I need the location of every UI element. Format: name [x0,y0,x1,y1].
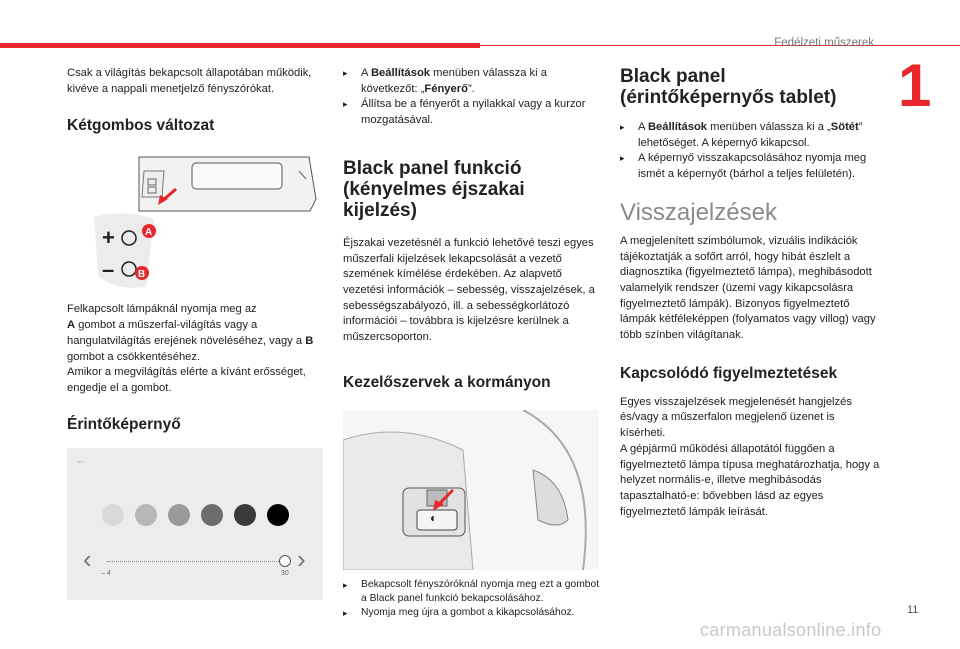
heading-black-panel: Black panel funkció (kényelmes éjszakai kijelzés) [343,157,525,221]
column-2 [343,66,603,620]
bullet-text: A Beállítások menüben válassza ki a következőt: „Fényerő”. [361,67,547,95]
swatch-5[interactable] [234,504,256,526]
bullet-bekapcsolas [343,578,603,606]
kapcsolodo-text-1: Egyes visszajelzések megjelenését hangjelzés és/vagy a műszerfalon megjelenő üzenet is kísérheti. [620,395,852,440]
page-number: 11 [907,604,919,616]
instr-part-3: gombot a csökkentéséhez. [67,350,201,363]
minus-symbol: – [102,257,115,283]
bullet-text: Bekapcsolt fényszóróknál nyomja meg ezt a gombot a Black panel funkció bekapcsolásához. [361,578,600,604]
bullet-text: Nyomja meg újra a gombot a kikapcsolásához. [361,606,575,618]
swatch-6[interactable] [267,504,289,526]
instr-a: A [67,319,76,332]
slider-left-arrow-icon[interactable]: ‹ [83,543,92,574]
release-text: Amikor a megvilágítás elérte a kívánt erősséget, engedje el a gombot. [67,366,306,394]
bullet-sotet [620,120,882,151]
slider-min-label: – 4 [101,569,111,577]
swatch-4[interactable] [201,504,223,526]
swatch-1[interactable] [102,504,124,526]
instr-part-1: Felkapcsolt lámpáknál nyomja meg az [67,303,257,316]
column-3 [620,66,882,520]
visszajelzesek-text: A megjelenített szimbólumok, vizuális indikációk tájékoztatják a sofőrt arról, hogy hibát észlelt a diagnosztika (figyelmeztető lámpa), meghibásodott valamelyik rendszer (üzemi vagy kikapcsolásra figyelmeztető lámpák). Bizonyos figyelmeztető lámpák kétféleképpen (folyamatos vagy villog) vagy több színben világítanak. [620,234,876,342]
instr-part-2: gombot a műszerfal-világítás vagy a hangulatvilágítás erejének növeléséhez, vagy a [67,319,306,347]
watermark: carmanualsonline.info [700,620,882,640]
header-rule [480,45,960,46]
label-a: A [145,227,153,239]
label-b: B [138,269,146,281]
heading-visszajelzesek: Visszajelzések [620,198,777,226]
plus-symbol: + [102,225,115,251]
bullet-kikapcsolas [343,606,603,620]
touchscreen-figure [67,448,323,600]
steering-illustration [343,410,599,570]
bullet-beallitasok [343,66,603,97]
bullet-icon: ▸ [343,607,348,618]
column-1 [67,66,327,600]
heading-ketgombos: Kétgombos változat [67,117,215,135]
heading-kapcsolodo: Kapcsolódó figyelmeztetések [620,364,838,382]
slider-max-label: 30 [281,569,289,577]
steering-controls-figure [343,410,599,570]
black-panel-text: Éjszakai vezetésnél a funkció lehetővé teszi egyes műszerfali kijelzések lekapcsolását a vezető szemének kímélése érdekében. Az alapvető vezetési információk – sebesség, visszajelzések, a sebességszabályozó, ill. a sebességkorlátozó információi – továbbra is kijelzésre kerülnek a műszercsoporton. [343,236,595,344]
slider-right-arrow-icon[interactable]: › [297,543,306,574]
bullet-visszakapcsolas [620,151,882,182]
bullet-icon: ▸ [620,122,625,132]
brightness-swatches [102,504,289,526]
heading-black-panel-tablet: Black panel (érintőképernyős tablet) [620,66,837,108]
figure-two-buttons [84,149,324,294]
swatch-3[interactable] [168,504,190,526]
bullet-text: Állítsa be a fényerőt a nyilakkal vagy a kurzor mozgatásával. [361,98,586,127]
chapter-number: 1 [898,52,932,119]
header-accent-bar [0,43,480,48]
bullet-icon: ▸ [343,579,348,590]
kapcsolodo-text-2: A gépjármű működési állapotától függően a figyelmeztető lámpa típusa meghatározhatja, hogy a helyzet normális-e, illetve meghibásodás tapasztalható-e: bővebben lásd az egyes figyelmeztető lámpák leírását. [620,442,880,518]
back-arrow-icon: ← [75,451,88,467]
heading-kezeloszervek: Kezelőszervek a kormányon [343,373,551,391]
instruction-text [67,302,327,365]
instr-b: B [305,334,314,347]
bullet-fenyero [343,97,603,128]
brightness-slider[interactable] [107,561,287,563]
heading-erintokepernyo: Érintőképernyő [67,415,181,433]
section-title: Fedélzeti műszerek [774,37,874,49]
intro-text: Csak a világítás bekapcsolt állapotában működik, kivéve a nappali menetjelző fényszórókat. [67,67,312,95]
swatch-2[interactable] [135,504,157,526]
bullet-text: A képernyő visszakapcsolásához nyomja meg ismét a képernyőt (bárhol a teljes felületén). [638,152,867,181]
bullet-icon: ▸ [343,99,348,110]
dashboard-illustration [84,149,324,294]
bullet-text: A Beállítások menüben válassza ki a „Sötét” lehetőséget. A képernyő kikapcsol. [638,121,863,149]
black-panel-icon: ◐ [430,510,438,525]
bullet-icon: ▸ [343,68,348,78]
bullet-icon: ▸ [620,153,625,164]
